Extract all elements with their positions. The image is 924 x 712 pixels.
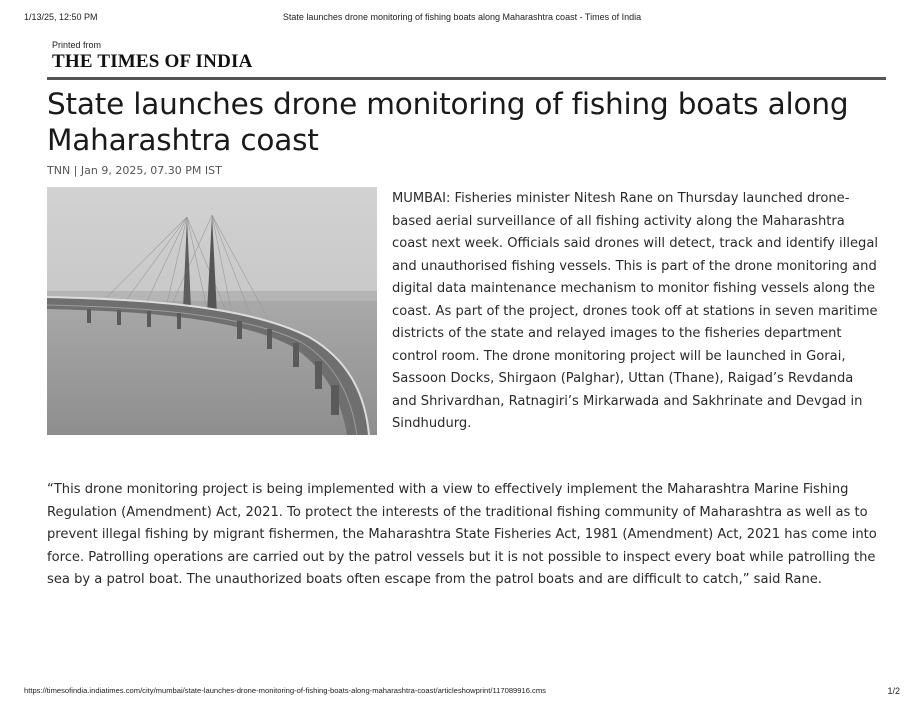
article-paragraph-quote: “This drone monitoring project is being implemented with a view to effectively implement the Maharashtra Marine Fishing Regulation (Amendment) Act, 2021. To protect the interests of the traditional fishing community of Maharashtra as well as to prevent illegal fishing by migrant fishermen, the Maharashtra State Fisheries Act, 1981 (Amendment) Act, 2021 has come into force. Patrolling operations are carried out by the patrol vessels but it is not possible to inspect every boat while patrolling the sea by a patrol boat. The unauthorized boats often escape from the patrol boats and are difficult to catch,” said Rane. [47, 482, 877, 587]
print-doc-title: State launches drone monitoring of fishing boats along Maharashtra coast - Times of India [282, 12, 642, 22]
article-photo [47, 187, 377, 435]
masthead [52, 40, 253, 73]
print-source-url: https://timesofindia.indiatimes.com/city/mumbai/state-launches-drone-monitoring-of-fishing-boats-along-maharashtra-coast/articleshowprint/117089916.cms [24, 686, 546, 695]
print-footer [24, 686, 900, 700]
masthead-divider [47, 77, 886, 80]
print-header [24, 12, 900, 26]
article-byline: TNN | Jan 9, 2025, 07.30 PM IST [47, 164, 222, 177]
printed-from-label: Printed from [52, 40, 102, 50]
article-paragraph-lead: MUMBAI: Fisheries minister Nitesh Rane on Thursday launched drone-based aerial surveillance of all fishing activity along the Maharashtra coast next week. Officials said drones will detect, track and identify illegal and unauthorised fishing vessels. This is part of the drone monitoring and digital data maintenance mechanism to monitor fishing vessels along the coast. As part of the project, drones took off at stations in seven maritime districts of the state and relayed images to the fisheries department control room. The drone monitoring project will be launched in Gorai, Sassoon Docks, Shirgaon (Palghar), Uttan (Thane), Raigad’s Revdanda and Shrivardhan, Ratnagiri’s Mirkarwada and Sakhrinate and Devgad in Sindhudurg. [392, 191, 878, 431]
article-headline: State launches drone monitoring of fishing boats along Maharashtra coast [47, 87, 849, 157]
brand-logo: THE TIMES OF INDIA [52, 51, 253, 72]
print-datetime: 1/13/25, 12:50 PM [24, 12, 98, 22]
print-page-number: 1/2 [887, 686, 900, 696]
